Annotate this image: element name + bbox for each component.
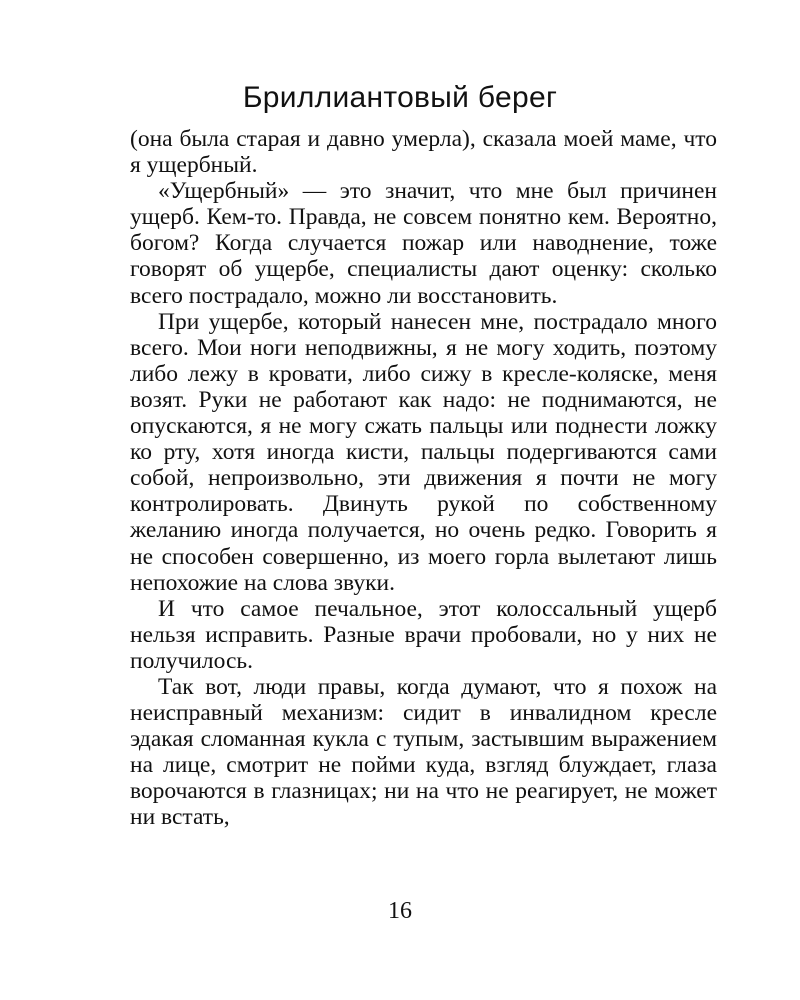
paragraph: При ущербе, который нанесен мне, пострадало много всего. Мои ноги неподвижны, я не могу ходить, поэтому либо лежу в кровати, либо сижу в кресле-коляске, меня возят. Руки не работают как надо: не поднимаются, не опускаются, я не могу сжать пальцы или поднести ложку ко рту, хотя иногда кисти, пальцы подергиваются сами собой, непроизвольно, эти движения я почти не могу контролировать. Двинуть рукой по собственному желанию иногда получается, но очень редко. Говорить я не способен совершенно, из моего горла вылетают лишь непохожие на слова звуки.	[130, 308, 717, 596]
paragraph: «Ущербный» — это значит, что мне был причинен ущерб. Кем-то. Правда, не совсем понятно кем. Вероятно, богом? Когда случается пожар или наводнение, тоже говорят об ущербе, специалисты дают оценку: сколько всего пострадало, можно ли восстановить.	[130, 178, 717, 309]
paragraph: Так вот, люди правы, когда думают, что я похож на неисправный механизм: сидит в инвалидном кресле эдакая сломанная кукла с тупым, застывшим выражением на лице, смотрит не пойми куда, взгляд блуждает, глаза ворочаются в глазницах; ни на что не реагирует, не может ни встать,	[130, 673, 717, 831]
running-head: Бриллиантовый берег	[242, 81, 558, 114]
body-text	[130, 126, 717, 831]
paragraph: (она была старая и давно умерла), сказала моей маме, что я ущербный.	[130, 126, 717, 179]
paragraph: И что самое печальное, этот колоссальный ущерб нельзя исправить. Разные врачи пробовали, но у них не получилось.	[130, 595, 717, 674]
page-number: 16	[388, 898, 412, 924]
